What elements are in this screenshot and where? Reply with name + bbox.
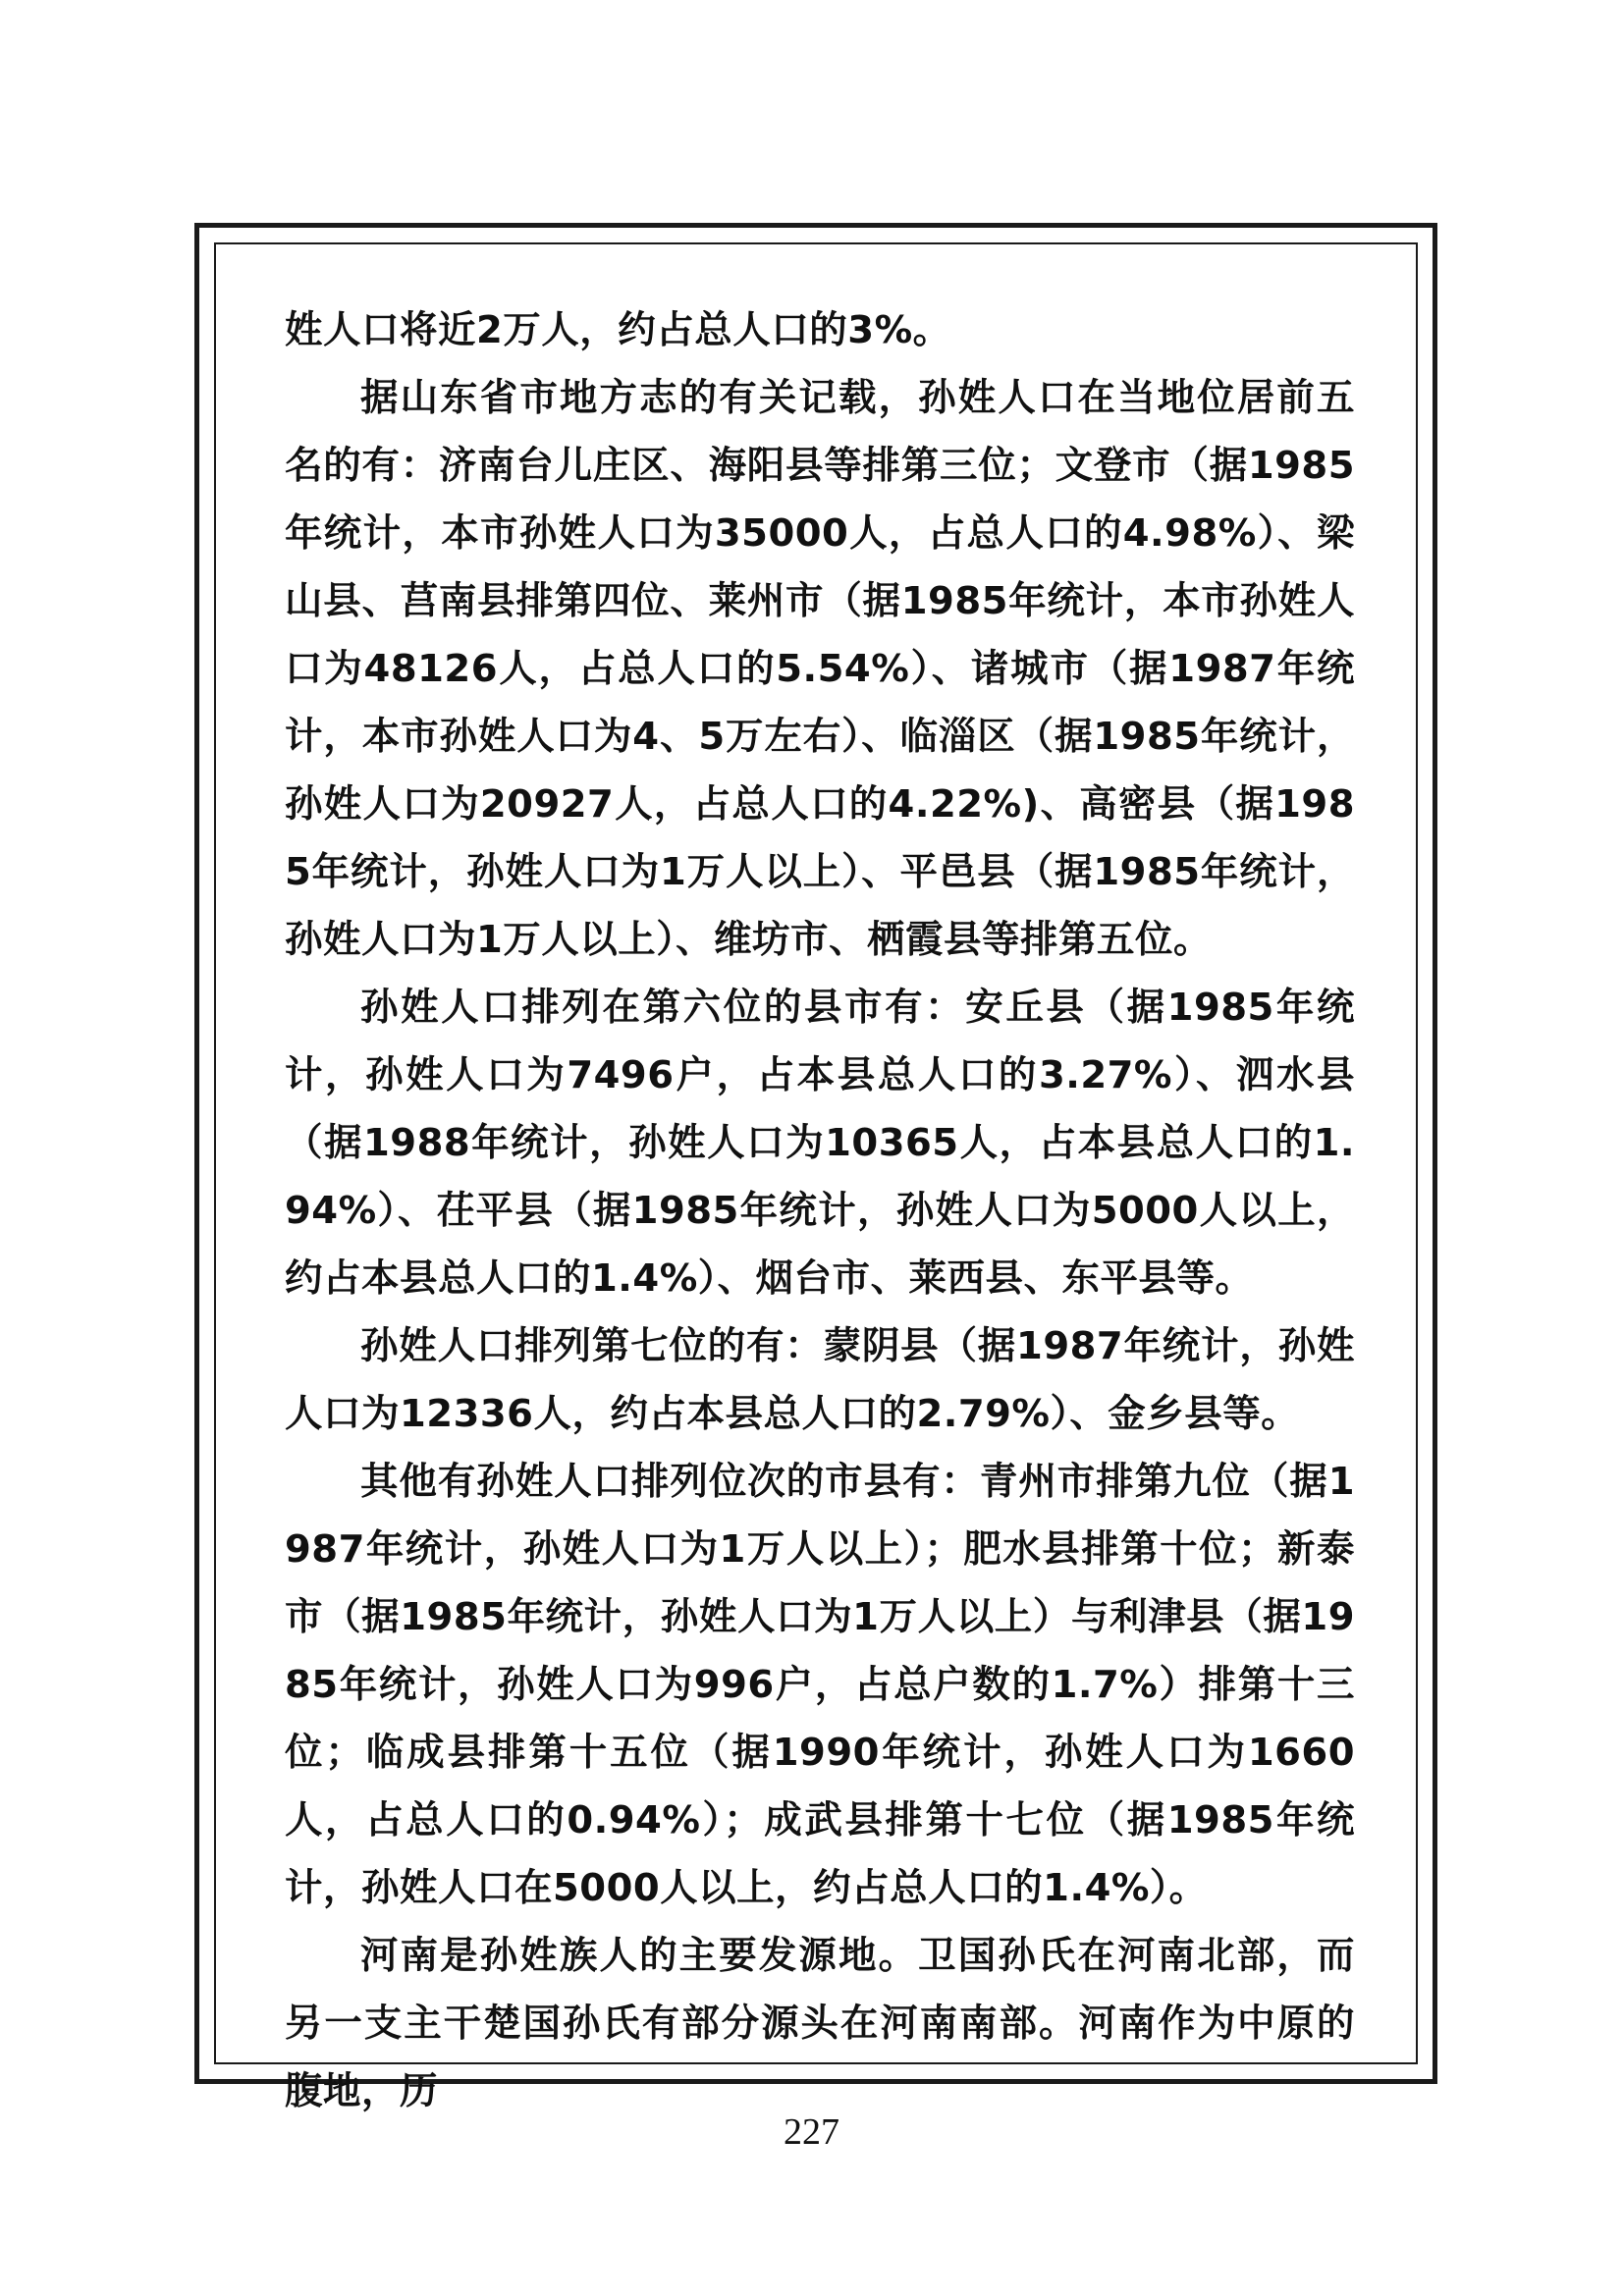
page-number: 227: [784, 2111, 839, 2153]
paragraph-3: 孙姓人口排列在第六位的县市有：安丘县（据1985年统计，孙姓人口为7496户，占本县总人口的3.27%）、泗水县（据1988年统计，孙姓人口为10365人，占本县总人口的1.94%）、茌平县（据1985年统计，孙姓人口为5000人以上，约占本县总人口的1.4%）、烟台市、莱西县、东平县等。: [285, 986, 1355, 1301]
paragraph-4: 孙姓人口排列第七位的有：蒙阴县（据1987年统计，孙姓人口为12336人，约占本县总人口的2.79%）、金乡县等。: [285, 1324, 1355, 1436]
paragraph-5: 其他有孙姓人口排列位次的市县有：青州市排第九位（据1987年统计，孙姓人口为1万人以上）；肥水县排第十位；新泰市（据1985年统计，孙姓人口为1万人以上）与利津县（据1985年统计，孙姓人口为996户，占总户数的1.7%）排第十三位；临成县排第十五位（据1990年统计，孙姓人口为1660人，占总人口的0.94%）；成武县排第十七位（据1985年统计，孙姓人口在5000人以上，约占总人口的1.4%）。: [285, 1460, 1355, 1910]
paragraph-1: 姓人口将近2万人，约占总人口的3%。: [285, 308, 951, 352]
body-text: [285, 296, 1355, 2125]
paragraph-6: 河南是孙姓族人的主要发源地。卫国孙氏在河南北部，而另一支主干楚国孙氏有部分源头在河南南部。河南作为中原的腹地，历: [285, 1934, 1355, 2113]
paragraph-2: 据山东省市地方志的有关记载，孙姓人口在当地位居前五名的有：济南台儿庄区、海阳县等排第三位；文登市（据1985年统计，本市孙姓人口为35000人，占总人口的4.98%）、梁山县、莒南县排第四位、莱州市（据1985年统计，本市孙姓人口为48126人，占总人口的5.54%）、诸城市（据1987年统计，本市孙姓人口为4、5万左右）、临淄区（据1985年统计，孙姓人口为20927人，占总人口的4.22%)、高密县（据1985年统计，孙姓人口为1万人以上）、平邑县（据1985年统计，孙姓人口为1万人以上）、维坊市、栖霞县等排第五位。: [285, 376, 1355, 962]
